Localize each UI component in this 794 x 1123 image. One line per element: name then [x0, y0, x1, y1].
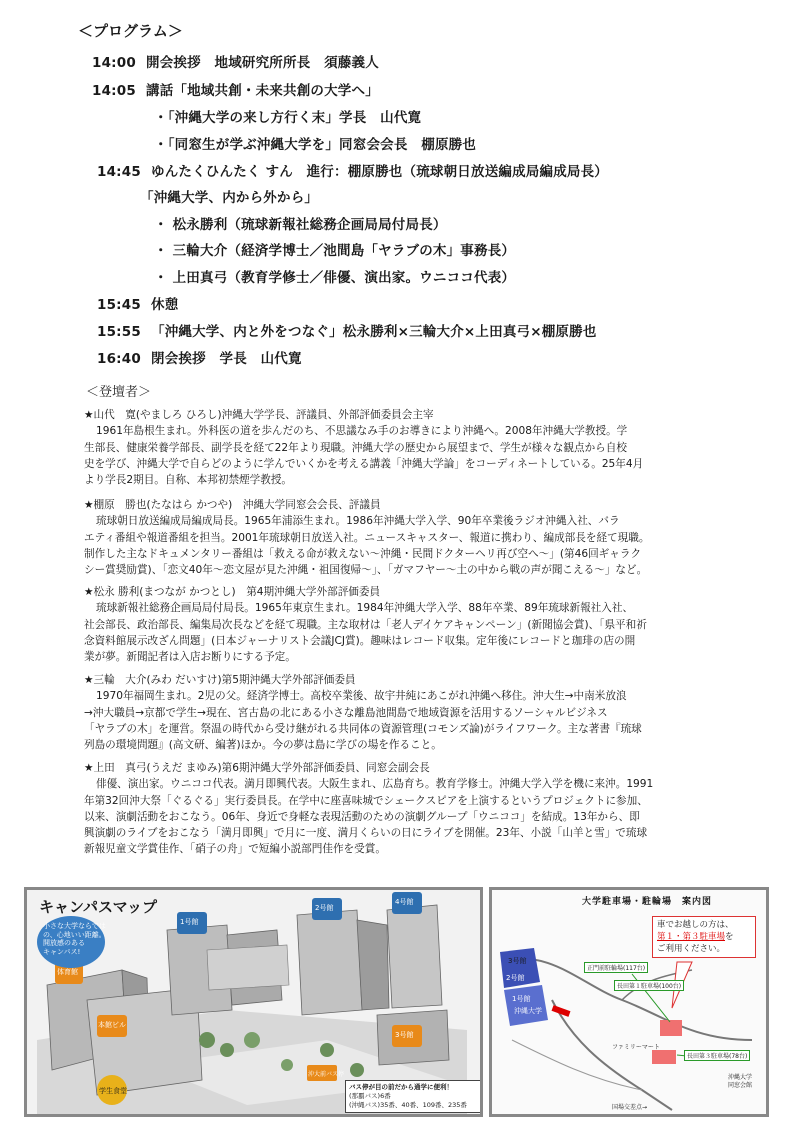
program-time: 16:40: [97, 351, 141, 367]
speaker-name: ★松永 勝利(まつなが かつとし) 第4期沖縄大学外部評価委員: [84, 586, 381, 598]
bio-line: 「ヤラブの木」を運営。祭温の時代から受け継がれる共同体の資源管理(コモンズ論)がライフワーク。主な著書『琉球: [84, 722, 642, 735]
program-time: 14:00: [92, 55, 136, 71]
bio-line: 史を学び、沖縄大学で自らどのように学んでいくかを考える講義「沖縄大学論」をコーディネートしている。25年4月: [84, 457, 644, 470]
speaker-bio: [84, 584, 716, 665]
program-time: 15:45: [97, 297, 141, 313]
label-gym: 体育館: [57, 968, 78, 976]
speaker-bio: [84, 672, 716, 753]
program-row: [97, 293, 178, 313]
bio-line: 制作した主なドキュメンタリー番組は「救える命が救えない～沖縄・民間ドクターヘリ再び空へ～」(第46回ギャラク: [84, 547, 642, 560]
campus-map-panel: [24, 887, 483, 1117]
speaker-name: ★山代 寛(やましろ ひろし)沖縄大学学長、評議員、外部評価委員会主宰: [84, 409, 434, 421]
bubble-line: 小さな大学ならでは: [43, 922, 106, 930]
speaker-name: ★棚原 勝也(たなはら かつや) 沖縄大学同窓会会長、評議員: [84, 499, 381, 511]
label-alumni-hall: 同窓会館: [728, 1082, 753, 1089]
label-parking-1: 長田第１駐車場(100台): [614, 980, 684, 991]
campus-bubble: [43, 922, 106, 956]
bus-note: [345, 1080, 481, 1113]
program-row: [154, 266, 515, 286]
speaker-bio: [84, 407, 716, 488]
label-building-2: 2号館: [506, 974, 525, 982]
bio-line: 俳優、演出家。ウニココ代表。満月即興代表。大阪生まれ、広島育ち。教育学修士。沖縄大学入学を機に来沖。1991: [96, 778, 654, 791]
program-heading: ＜プログラム＞: [78, 22, 183, 40]
label-convenience-store: ファミリーマート: [612, 1044, 660, 1051]
bio-line: 以来、演劇活動をおこなう。06年、身近で身軽な表現活動のための演劇グループ「ウニココ」を結成。13年から、即: [84, 810, 640, 823]
bus-note-line: (那覇バス)6番: [349, 1092, 391, 1100]
label-building-1: 1号館: [512, 995, 531, 1003]
callout-highlight: 第１・第３駐車場: [657, 932, 726, 942]
speaker-name: ★上田 真弓(うえだ まゆみ)第6期沖縄大学外部評価委員、同窓会副会長: [84, 762, 430, 774]
program-row: [92, 79, 379, 99]
label-kokuba-intersection: 国場交差点→: [612, 1104, 648, 1111]
bio-line: 念資料館展示改ざん問題」(日本ジャーナリスト会議JCJ賞)。趣味はレコード収集。定年後にレコードと珈琲の店の開: [84, 634, 636, 647]
program-row: [154, 213, 447, 233]
program-text: 「沖縄大学、内と外をつなぐ」松永勝利×三輪大介×上田真弓×棚原勝也: [151, 324, 597, 340]
program-time: 14:05: [92, 83, 136, 99]
label-university-2: 沖縄大学: [728, 1074, 753, 1081]
callout-line: ご利用ください。: [657, 944, 726, 954]
bus-note-line: (沖縄バス)35番、40番、109番、235番: [349, 1101, 467, 1109]
program-row: [97, 160, 608, 180]
program-row: [97, 320, 597, 340]
label-main-building: 本館ビル: [98, 1021, 126, 1029]
bio-line: 1961年島根生まれ。外科医の道を歩んだのち、不思議なみ手のお導きにより沖縄へ。2008年沖縄大学教授。学: [96, 425, 628, 438]
label-bike-parking: 正門前駐輪場(117台): [584, 962, 648, 973]
label-university: 沖縄大学: [514, 1007, 542, 1015]
program-text: ・「沖縄大学の来し方行く末」学長 山代寛: [154, 110, 422, 126]
program-text: ・ 上田真弓（教育学修士／俳優、演出家。ウニココ代表）: [154, 270, 516, 286]
parking-map-panel: [489, 887, 769, 1117]
program-text: 開会挨拶 地域研究所所長 須藤義人: [146, 55, 379, 71]
bio-line: シー賞奨励賞)、「恋文40年～恋文屋が見た沖縄・祖国復帰～」、「ガマフヤー～土の中から戦の声が聞こえる～」など。: [84, 564, 648, 577]
program-row: [97, 347, 302, 367]
bio-line: 新報児童文学賞佳作、「硝子の舟」で短編小説部門佳作を受賞。: [84, 843, 386, 856]
bio-line: 琉球新報社総務企画局局付局長。1965年東京生まれ。1984年沖縄大学入学、88年卒業、89年琉球新報社入社、: [96, 602, 634, 615]
program-row: [154, 239, 515, 259]
bus-note-line: バス停が目の前だから通学に便利！: [349, 1083, 453, 1091]
callout-line: 車でお越しの方は、: [657, 920, 734, 930]
label-cafeteria: 学生食堂: [99, 1087, 127, 1095]
program-text: 休憩: [151, 297, 179, 313]
bubble-line: 開放感のある: [43, 939, 85, 947]
bio-line: →沖大職員→京都で学生→現在、宮古島の北にある小さな離島池間島で地域資源を活用するソーシャルビジネス: [84, 706, 608, 719]
parking-map-title: 大学駐車場・駐輪場 案内図: [582, 897, 713, 907]
speakers-heading: ＜登壇者＞: [86, 385, 152, 400]
parking-callout: [652, 916, 756, 958]
bio-line: 興演劇のライブをおこなう「満月即興」で月に一度、満月くらいの日にライブを開催。23年、小説「山羊と雪」で琉球: [84, 827, 648, 840]
bio-line: 年第32回沖大祭「ぐるぐる」実行委員長。在学中に座喜味城でシェークスピアを上演するというプロジェクトに参加、: [84, 794, 648, 807]
label-building-3: 3号館: [508, 957, 527, 965]
label-building-3: 3号館: [395, 1031, 414, 1039]
label-bus-stop: 沖大前バス停: [308, 1071, 345, 1078]
speaker-bio: [84, 760, 716, 858]
bio-line: より学長2期目。自称、本邦初禁煙学教授。: [84, 474, 293, 487]
program-time: 15:55: [97, 324, 141, 340]
bio-line: 業が夢。新聞記者は入店お断りにする予定。: [84, 651, 296, 664]
program-row: [154, 133, 476, 153]
program-text: ・ 松永勝利（琉球新報社総務企画局局付局長）: [154, 217, 447, 233]
program-text: 講話「地域共創・未来共創の大学へ」: [146, 83, 379, 99]
bio-line: 1970年福岡生まれ。2児の父。経済学博士。高校卒業後、故宇井純にあこがれ沖縄へ移住。沖大生→中南米放浪: [96, 690, 627, 703]
program-row: [140, 186, 318, 206]
bubble-line: の、心地いい距離。: [43, 930, 106, 939]
bio-line: エティ番組や報道番組を担当。2001年琉球朝日放送入社。ニュースキャスター、報道に携わり、編成部長を経て現職。: [84, 531, 650, 544]
program-text: ・「同窓生が学ぶ沖縄大学を」同窓会会長 棚原勝也: [154, 137, 477, 153]
bio-line: 列島の環境問題』(高文研、編著)ほか。今の夢は島に学びの場を作ること。: [84, 739, 442, 752]
program-text: 閉会挨拶 学長 山代寛: [151, 351, 302, 367]
callout-line: を: [725, 932, 734, 942]
campus-map-title: キャンパスマップ: [39, 898, 158, 916]
program-text: ゆんたくひんたく すん 進行：棚原勝也（琉球朝日放送編成局編成局長）: [151, 164, 608, 180]
label-building-4: 4号館: [395, 898, 414, 906]
label-building-2: 2号館: [315, 904, 334, 912]
speaker-bio: [84, 497, 716, 578]
label-parking-3: 長田第３駐車場(78台): [684, 1050, 750, 1061]
program-text: ・ 三輪大介（経済学博士／池間島「ヤラブの木」事務長）: [154, 243, 516, 259]
bio-line: 琉球朝日放送編成局編成局長。1965年浦添生まれ。1986年沖縄大学入学、90年卒業後ラジオ沖縄入社、バラ: [96, 515, 620, 528]
program-text: 「沖縄大学、内から外から」: [140, 190, 319, 206]
bio-line: 生部長、健康栄養学部長、副学長を経て22年より現職。沖縄大学の歴史から展望まで、学生が様々な観点から自校: [84, 441, 627, 454]
program-time: 14:45: [97, 164, 141, 180]
bio-line: 社会部長、政治部長、編集局次長などを経て現職。主な取材は「老人デイケアキャンペーン」(新聞協会賞)、「県平和祈: [84, 618, 647, 631]
program-row: [154, 106, 421, 126]
program-row: [92, 51, 379, 71]
bubble-line: キャンパス!: [43, 947, 81, 956]
speaker-name: ★三輪 大介(みわ だいすけ)第5期沖縄大学外部評価委員: [84, 674, 356, 686]
label-building-1: 1号館: [180, 918, 199, 926]
